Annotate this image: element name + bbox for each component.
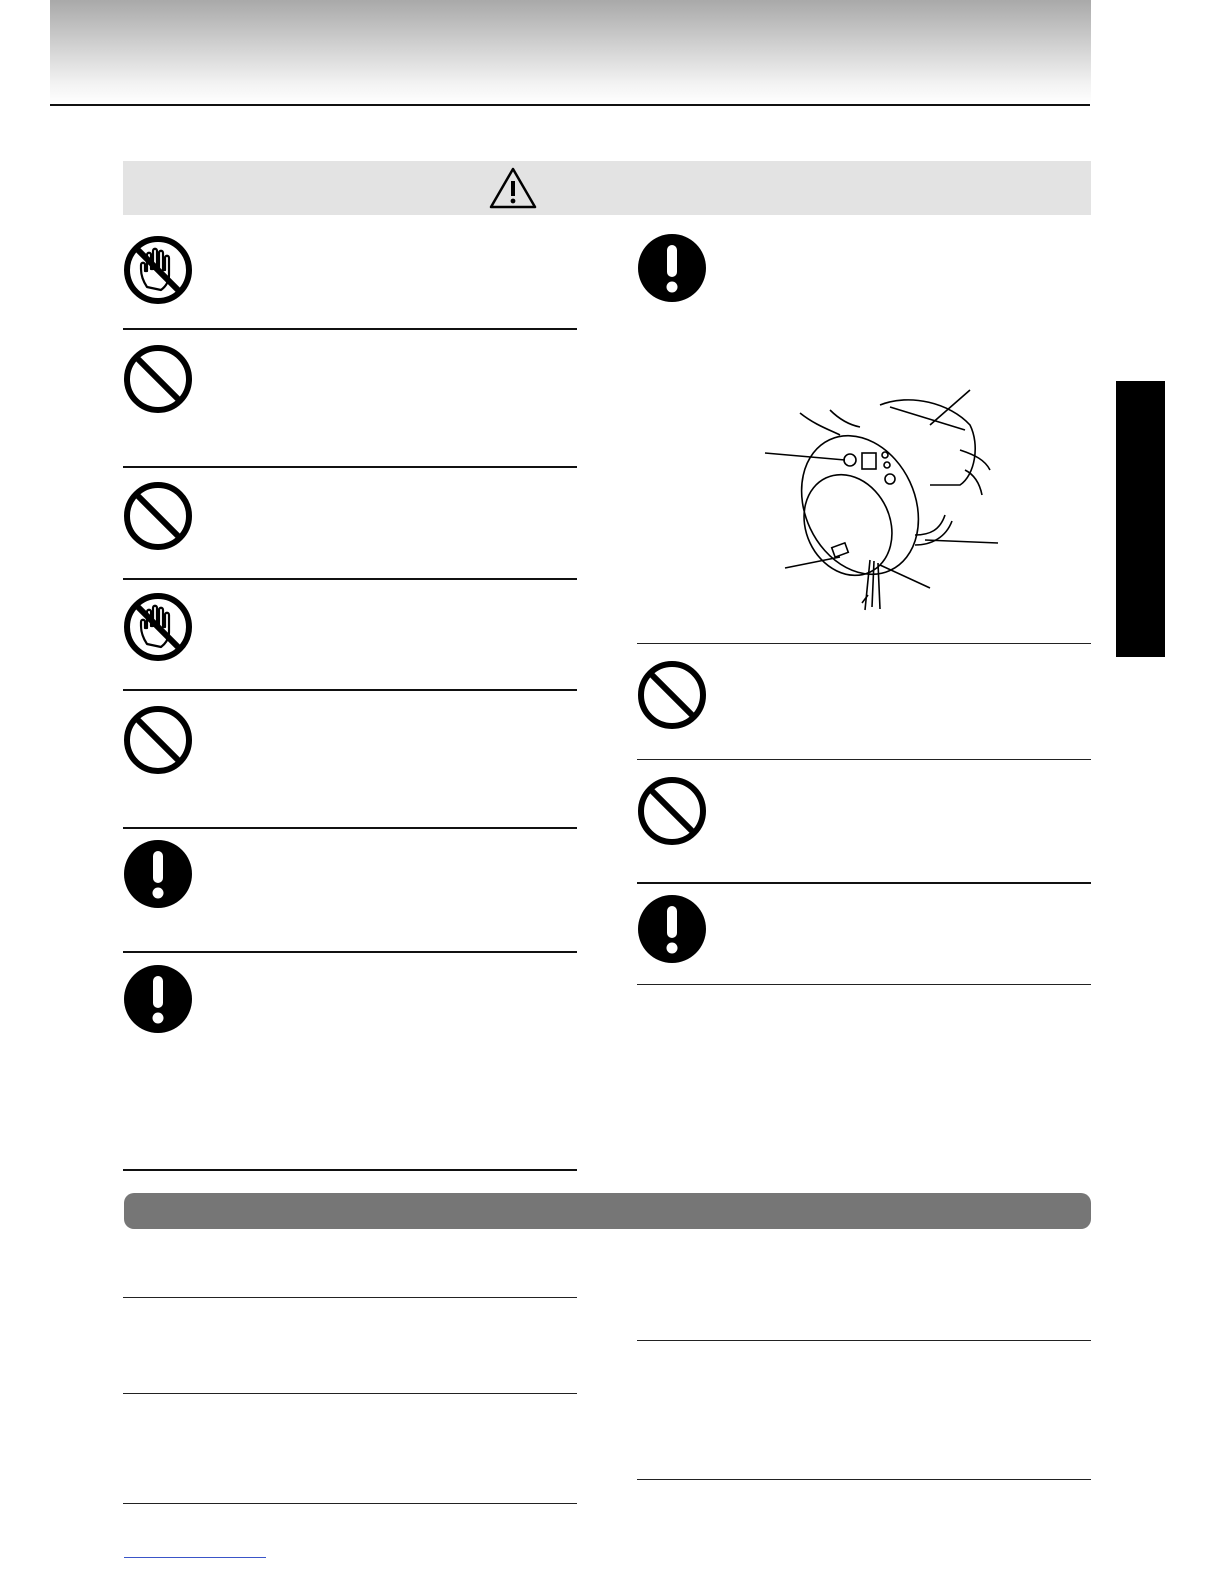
item-divider — [123, 1503, 577, 1504]
prohibited-icon — [637, 776, 707, 846]
section-title-bar — [124, 1193, 1091, 1229]
item-divider — [637, 759, 1091, 760]
mandatory-exclamation-icon — [123, 839, 193, 909]
item-divider — [123, 1297, 577, 1298]
section-side-tab — [1116, 381, 1165, 657]
item-divider — [123, 1169, 577, 1171]
warning-banner — [123, 161, 1091, 215]
item-divider — [123, 827, 577, 829]
prohibited-icon — [637, 660, 707, 730]
item-divider — [637, 984, 1091, 985]
mandatory-exclamation-icon — [123, 964, 193, 1034]
item-divider — [123, 578, 577, 580]
prohibited-icon — [123, 344, 193, 414]
mandatory-exclamation-icon — [637, 894, 707, 964]
item-divider — [637, 1479, 1091, 1480]
warning-triangle-icon — [489, 166, 537, 210]
rice-cooker-draining-illustration — [760, 385, 1000, 615]
footnote-rule — [124, 1557, 266, 1558]
item-divider — [637, 1340, 1091, 1341]
header-rule — [50, 104, 1090, 106]
item-divider — [123, 466, 577, 468]
mandatory-exclamation-icon — [637, 233, 707, 303]
no-touch-hand-icon — [123, 592, 193, 662]
no-touch-hand-icon — [123, 235, 193, 305]
item-divider — [637, 643, 1091, 644]
item-divider — [123, 951, 577, 953]
item-divider — [637, 882, 1091, 884]
item-divider — [123, 689, 577, 691]
item-divider — [123, 1393, 577, 1394]
item-divider — [123, 328, 577, 330]
page-header-band — [50, 0, 1091, 104]
prohibited-icon — [123, 705, 193, 775]
prohibited-icon — [123, 481, 193, 551]
